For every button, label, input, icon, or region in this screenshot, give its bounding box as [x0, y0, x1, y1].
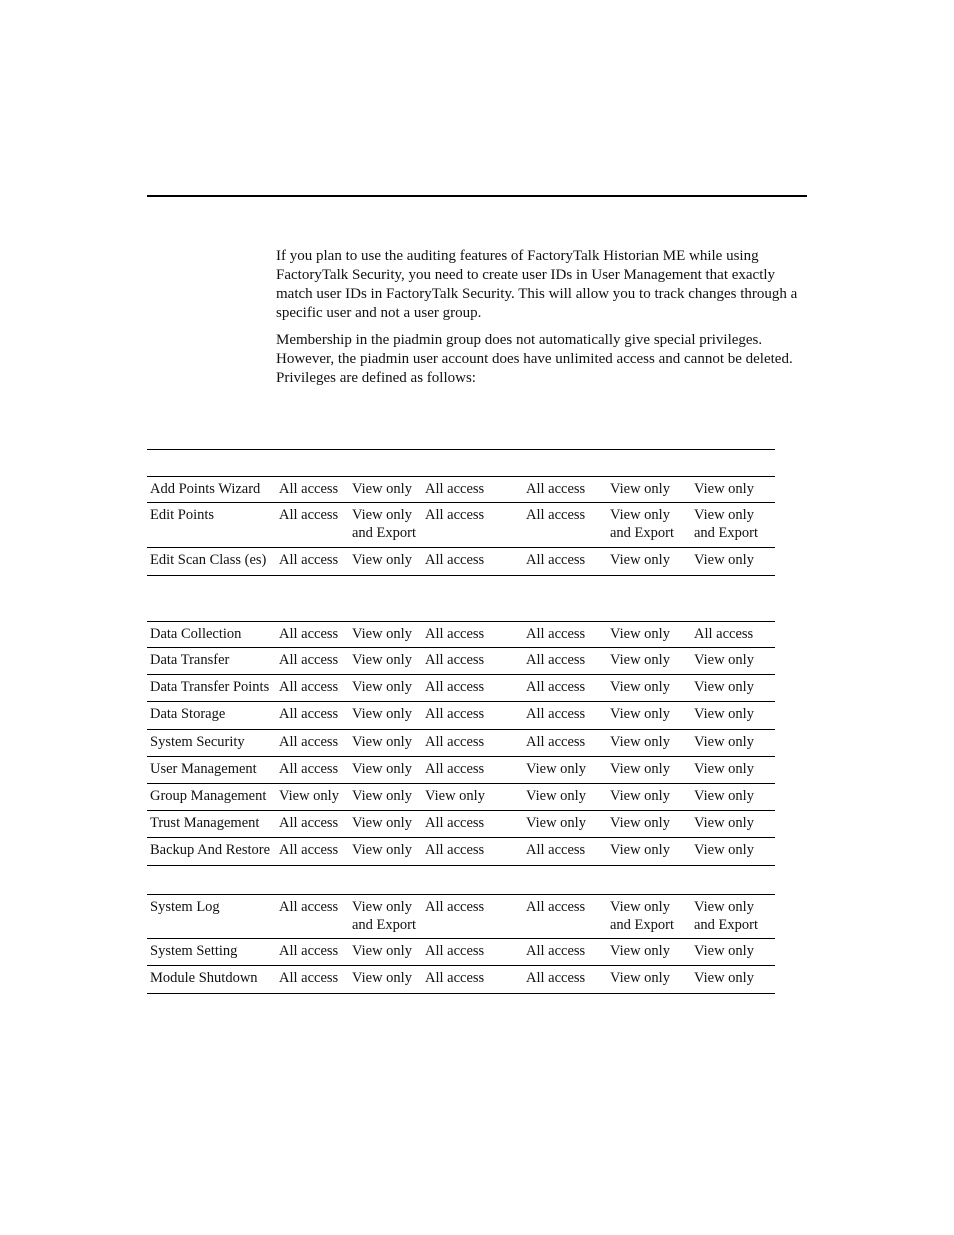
privilege-cell: All access: [526, 679, 586, 695]
table-row: [147, 503, 775, 548]
table-row: [147, 702, 775, 730]
feature-name-cell: Edit Points: [150, 507, 215, 523]
privilege-cell: View only: [610, 943, 670, 959]
privilege-cell: View only: [610, 815, 670, 831]
privilege-cell: All access: [425, 970, 485, 986]
table-row: [147, 757, 775, 784]
privilege-cell: View only: [352, 970, 412, 986]
privilege-cell: View only: [352, 552, 412, 568]
privilege-cell: All access: [425, 899, 485, 915]
privilege-cell: View only: [352, 734, 412, 750]
feature-name-cell: Data Collection: [150, 626, 242, 642]
privilege-cell: All access: [425, 706, 485, 722]
privilege-cell: All access: [425, 815, 485, 831]
privilege-cell: View only: [526, 761, 586, 777]
privilege-cell: View only: [279, 788, 339, 804]
privilege-cell: All access: [526, 734, 586, 750]
privilege-cell: All access: [279, 679, 339, 695]
privilege-cell: View only: [352, 842, 412, 858]
feature-name-cell: Data Transfer Points: [150, 679, 270, 695]
table-row: [147, 966, 775, 994]
feature-name-cell: Data Storage: [150, 706, 226, 722]
feature-name-cell: Trust Management: [150, 815, 260, 831]
privilege-cell: All access: [279, 842, 339, 858]
privilege-cell: All access: [279, 507, 339, 523]
table-row: [147, 648, 775, 675]
privilege-cell: View only: [610, 761, 670, 777]
privilege-cell: View only: [694, 706, 754, 722]
privilege-cell: View only: [526, 815, 586, 831]
privilege-cell: All access: [526, 626, 586, 642]
privilege-cell: View only: [352, 788, 412, 804]
table-row: [147, 838, 775, 866]
privilege-cell: View only: [694, 842, 754, 858]
privilege-cell: All access: [279, 652, 339, 668]
privilege-cell: View only: [610, 652, 670, 668]
privilege-cell: All access: [279, 626, 339, 642]
privilege-cell: All access: [425, 761, 485, 777]
privilege-cell: All access: [526, 481, 586, 497]
privilege-cell: View only: [610, 788, 670, 804]
table-row: [147, 784, 775, 811]
feature-name-cell: Data Transfer: [150, 652, 230, 668]
privilege-cell: View only: [694, 943, 754, 959]
privilege-cell: All access: [526, 507, 586, 523]
privilege-cell: All access: [526, 970, 586, 986]
privilege-cell: All access: [425, 943, 485, 959]
privilege-cell: All access: [526, 842, 586, 858]
table-row: [147, 939, 775, 966]
feature-name-cell: User Management: [150, 761, 257, 777]
privilege-cell: View only: [694, 788, 754, 804]
privilege-cell: View only: [352, 481, 412, 497]
privilege-cell: All access: [279, 734, 339, 750]
table-section-system: [147, 894, 775, 994]
privilege-cell: All access: [526, 943, 586, 959]
feature-name-cell: System Security: [150, 734, 245, 750]
privilege-cell: View only: [694, 679, 754, 695]
privilege-cell: View only: [352, 761, 412, 777]
table-section-points: [147, 476, 775, 576]
privilege-cell: View only and Export: [610, 507, 675, 541]
privilege-cell: View only: [526, 788, 586, 804]
feature-name-cell: System Log: [150, 899, 220, 915]
privilege-cell: All access: [694, 626, 754, 642]
feature-name-cell: Backup And Restore: [150, 842, 271, 858]
privilege-cell: View only: [694, 734, 754, 750]
table-row: [147, 894, 775, 939]
privilege-cell: All access: [279, 899, 339, 915]
intro-text: [276, 247, 808, 396]
privilege-cell: View only: [610, 734, 670, 750]
privilege-cell: View only: [425, 788, 485, 804]
privilege-cell: View only: [610, 626, 670, 642]
privilege-cell: All access: [425, 481, 485, 497]
table-row: [147, 811, 775, 838]
feature-name-cell: Add Points Wizard: [150, 481, 261, 497]
table-row: [147, 476, 775, 503]
privilege-cell: View only: [694, 815, 754, 831]
privilege-cell: All access: [279, 481, 339, 497]
feature-name-cell: Edit Scan Class (es): [150, 552, 267, 568]
privilege-cell: All access: [279, 552, 339, 568]
privilege-cell: View only: [694, 970, 754, 986]
privilege-cell: All access: [526, 552, 586, 568]
privilege-cell: View only: [610, 970, 670, 986]
intro-paragraph-1: If you plan to use the auditing features of FactoryTalk Historian ME while using FactoryTalk Security, you need to create user IDs in User Management that exactly match user IDs in FactoryTalk Security. This will allow you to track changes through a specific user and not a user group.: [276, 248, 798, 321]
privilege-cell: View only and Export: [694, 899, 759, 933]
feature-name-cell: Module Shutdown: [150, 970, 258, 986]
privilege-cell: All access: [425, 842, 485, 858]
privilege-cell: View only and Export: [352, 899, 417, 933]
feature-name-cell: System Setting: [150, 943, 238, 959]
table-section-configuration: [147, 621, 775, 866]
privilege-cell: All access: [425, 626, 485, 642]
privilege-cell: All access: [526, 899, 586, 915]
privilege-cell: All access: [279, 815, 339, 831]
privilege-cell: View only: [610, 706, 670, 722]
privilege-cell: View only: [352, 943, 412, 959]
privilege-cell: All access: [279, 943, 339, 959]
privilege-cell: View only: [352, 706, 412, 722]
privilege-cell: View only and Export: [610, 899, 675, 933]
table-row: [147, 621, 775, 648]
feature-name-cell: Group Management: [150, 788, 267, 804]
privilege-cell: All access: [425, 652, 485, 668]
privilege-cell: View only: [694, 652, 754, 668]
header-rule: [147, 195, 807, 197]
intro-paragraph-2: Membership in the piadmin group does not automatically give special privileges. However, the piadmin user account does have unlimited access and cannot be deleted. Privileges are defined as follows:: [276, 332, 793, 386]
privilege-cell: View only and Export: [694, 507, 759, 541]
privilege-cell: View only: [610, 679, 670, 695]
privilege-cell: View only: [610, 842, 670, 858]
privilege-cell: View only: [352, 626, 412, 642]
privilege-cell: View only: [610, 481, 670, 497]
privilege-cell: View only: [610, 552, 670, 568]
privilege-cell: All access: [425, 552, 485, 568]
table-row: [147, 548, 775, 576]
privilege-cell: View only: [694, 761, 754, 777]
privilege-cell: View only: [352, 652, 412, 668]
table-row: [147, 730, 775, 757]
privilege-cell: View only: [352, 679, 412, 695]
privilege-cell: All access: [425, 507, 485, 523]
privilege-cell: All access: [425, 679, 485, 695]
privilege-cell: All access: [526, 652, 586, 668]
privilege-cell: View only: [694, 552, 754, 568]
privilege-cell: View only and Export: [352, 507, 417, 541]
privilege-cell: View only: [352, 815, 412, 831]
privilege-cell: All access: [425, 734, 485, 750]
privilege-cell: View only: [694, 481, 754, 497]
privilege-cell: All access: [526, 706, 586, 722]
table-top-rule: [147, 449, 775, 450]
privilege-cell: All access: [279, 761, 339, 777]
table-row: [147, 675, 775, 702]
privilege-cell: All access: [279, 706, 339, 722]
privilege-cell: All access: [279, 970, 339, 986]
